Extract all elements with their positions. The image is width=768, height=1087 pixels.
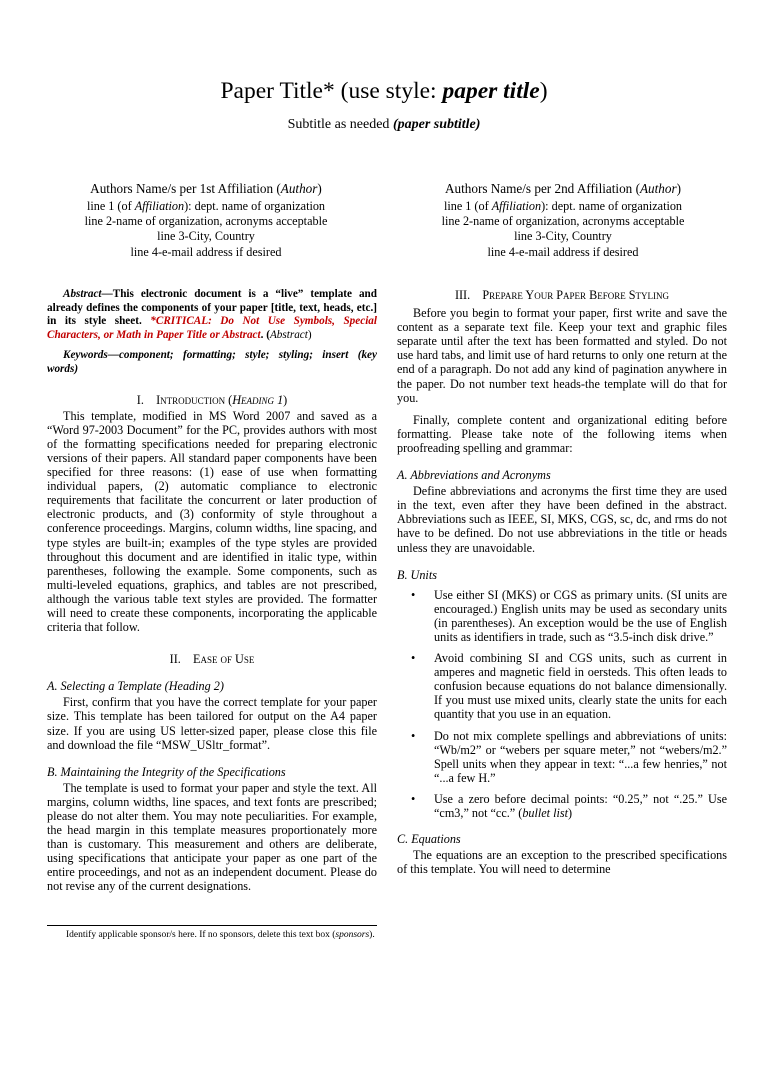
abstract-text: —This electronic document is a “live” template and already defines the components of your paper [title, text, heads, etc.] in its style sheet. xyxy=(47,288,377,328)
author-line-2: line 2-name of organization, acronyms acceptable xyxy=(84,214,328,229)
paper-subtitle xyxy=(0,116,768,134)
section-heading-italic: Heading 1 xyxy=(232,392,284,407)
abstract-style-name: Abstract xyxy=(269,328,308,341)
section-heading-close: ) xyxy=(283,392,288,407)
section-number: III. xyxy=(454,288,471,302)
author-name-prefix: Authors Name/s per 2nd Affiliation ( xyxy=(444,181,640,196)
author-line-4: line 4-e-mail address if desired xyxy=(487,244,639,259)
section-3-paragraph-2: Finally, complete content and organizational editing before formatting. Please take note of the following items when proofreading spelling and grammar: xyxy=(397,412,727,455)
title-style-text: paper title xyxy=(442,78,540,104)
sponsor-close: ). xyxy=(369,930,375,940)
author-line-2: line 2-name of organization, acronyms acceptable xyxy=(441,214,685,229)
abstract xyxy=(47,288,377,342)
sponsor-text: Identify applicable sponsor/s here. If no sponsors, delete this text box ( xyxy=(66,930,336,940)
title-text: Paper Title* (use style: xyxy=(220,78,443,104)
section-2-heading xyxy=(47,652,377,666)
bullet-icon: • xyxy=(411,587,416,602)
section-3-paragraph-1: Before you begin to format your paper, first write and save the content as a separate text file. Keep your text and graphic files separate until after the text has been formatted and styled. Do not use hard tabs, and limit use of hard returns to only one return at the end of a paragraph. Do not add any kind of pagination anywhere in the paper. Do not number text heads-the template will do that for you. xyxy=(397,306,727,405)
list-item xyxy=(397,792,727,820)
affil-italic: Affiliation xyxy=(491,199,542,213)
list-item xyxy=(397,651,727,721)
affil-italic: Affiliation xyxy=(134,199,185,213)
units-list xyxy=(397,588,727,820)
author-name xyxy=(41,180,371,198)
right-column xyxy=(397,288,727,876)
author-name xyxy=(398,180,728,198)
section-number: I. xyxy=(136,392,144,407)
section-number: II. xyxy=(169,652,181,667)
affil-suffix: ): dept. name of organization xyxy=(541,199,683,213)
sponsor-note xyxy=(66,929,375,941)
section-heading-text: Ease of Use xyxy=(193,652,255,667)
subsection-3c-heading: C. Equations xyxy=(397,832,461,847)
list-item-text: Do not mix complete spellings and abbreviations of units: “Wb/m2” or “webers per square meter,” not “webers/m2.” Spell units when they appear in text: “...a few henries,” not “...a few H.” xyxy=(434,728,727,785)
author-name-suffix: ) xyxy=(676,181,682,196)
subsection-2b-paragraph: The template is used to format your paper and style the text. All margins, column widths, line spaces, and text fonts are prescribed; please do not alter them. You may note peculiarities. For example, the head margin in this template measures proportionately more than is customary. This measurement and others are deliberate, using specifications that anticipate your paper as one part of the entire proceedings, and not as an independent document. Please do not revise any of the current designations. xyxy=(47,780,377,894)
author-line-4: line 4-e-mail address if desired xyxy=(130,244,282,259)
abstract-label: Abstract xyxy=(63,288,102,300)
keywords: Keywords—component; formatting; style; styling; insert (key words) xyxy=(47,349,377,375)
bullet-icon: • xyxy=(411,791,416,806)
list-item xyxy=(397,588,727,644)
list-item-text: Use either SI (MKS) or CGS as primary units. (SI units are encouraged.) English units may be used as secondary units (in parentheses). An exception would be the use of English units as identifiers in trade, such as “3.5-inch disk drive.” xyxy=(434,587,727,644)
section-3-heading xyxy=(397,288,727,302)
left-column xyxy=(47,288,377,894)
bullet-icon: • xyxy=(411,651,416,666)
list-item-italic: bullet list xyxy=(522,806,569,820)
author-line-3: line 3-City, Country xyxy=(157,229,255,244)
title-close: ) xyxy=(539,78,548,104)
section-1-paragraph: This template, modified in MS Word 2007 and saved as a “Word 97-2003 Document” for the PC, provides authors with most of the formatting specifications needed for preparing electronic versions of their papers. All standard paper components have been specified for three reasons: (1) ease of use when formatting individual papers, (2) automatic compliance to electronic requirements that facilitate the concurrent or later production of electronic products, and (3) conformity of style throughout a conference proceedings. Margins, column widths, line spacing, and type styles are built-in; examples of the type styles are provided throughout this document and are identified in italic type, within parentheses, following the example. Some components, such as multi-leveled equations, graphics, and tables are not prescribed, although the various table text styles are provided. The formatter will need to create these components, incorporating the applicable criteria that follow. xyxy=(47,408,377,635)
subsection-2b-heading: B. Maintaining the Integrity of the Specifications xyxy=(47,764,286,779)
author-line-1 xyxy=(41,199,371,214)
author-block-2 xyxy=(398,180,728,260)
subsection-3a-paragraph: Define abbreviations and acronyms the first time they are used in the text, even after they have been defined in the abstract. Abbreviations such as IEEE, SI, MKS, CGS, sc, dc, and rms do not have to be defined. Do not use abbreviations in the title or heads unless they are unavoidable. xyxy=(397,484,727,555)
author-block-1 xyxy=(41,180,371,260)
subsection-3b-heading: B. Units xyxy=(397,567,437,582)
subsection-3a-heading: A. Abbreviations and Acronyms xyxy=(397,468,551,483)
section-heading-text: Prepare Your Paper Before Styling xyxy=(482,288,670,302)
list-item xyxy=(397,729,727,785)
affil-prefix: line 1 (of xyxy=(443,199,492,213)
abstract-tail-post: ) xyxy=(307,328,312,341)
author-line-3: line 3-City, Country xyxy=(514,229,612,244)
abstract-critical-note: *CRITICAL: Do Not Use Symbols, Special Characters, or Math in Paper Title or Abstract xyxy=(47,315,378,341)
author-role: Author xyxy=(639,181,677,196)
bullet-icon: • xyxy=(411,728,416,743)
sponsor-divider xyxy=(47,925,377,926)
subsection-2a-heading: A. Selecting a Template (Heading 2) xyxy=(47,679,224,694)
author-role: Author xyxy=(280,181,318,196)
list-item-close: ) xyxy=(568,806,573,820)
subtitle-style-text: (paper subtitle) xyxy=(392,117,481,132)
subsection-3c-paragraph: The equations are an exception to the prescribed specifications of this template. You will need to determine xyxy=(397,848,727,877)
list-item-text: Avoid combining SI and CGS units, such as current in amperes and magnetic field in oersteds. This often leads to confusion because equations do not balance dimensionally. If you must use mixed units, clearly state the units for each quantity that you use in an equation. xyxy=(434,651,727,722)
author-name-prefix: Authors Name/s per 1st Affiliation ( xyxy=(90,181,281,196)
sponsor-italic: sponsors xyxy=(335,930,370,940)
subsection-2a-paragraph: First, confirm that you have the correct template for your paper size. This template has been tailored for output on the A4 paper size. If you are using US letter-sized paper, please close this file and download the file “MSW_USltr_format”. xyxy=(47,695,377,752)
paper-title xyxy=(0,76,768,106)
affil-suffix: ): dept. name of organization xyxy=(184,199,326,213)
section-1-heading xyxy=(47,393,377,407)
abstract-tail-pre: . ( xyxy=(260,328,270,341)
section-heading-text: Introduction ( xyxy=(156,392,233,407)
affil-prefix: line 1 (of xyxy=(86,199,135,213)
list-item-text: Use a zero before decimal points: “0.25,” not “.25.” Use “cm3,” not “cc.” ( xyxy=(434,791,727,820)
subtitle-text: Subtitle as needed xyxy=(287,117,393,132)
author-name-suffix: ) xyxy=(317,181,322,196)
author-line-1 xyxy=(398,199,728,214)
